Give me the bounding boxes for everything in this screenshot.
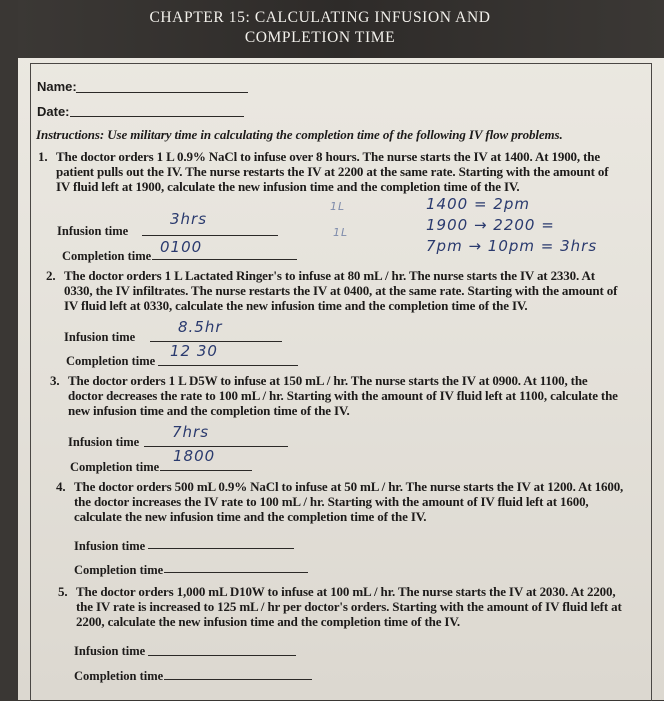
problem-1 (38, 149, 638, 195)
infusion-time-label: Infusion time (68, 435, 140, 449)
problem-text-line: the IV rate is increased to 125 mL / hr per doctor's orders. Starting with the amount of IV fluid left at (76, 599, 622, 614)
problem-text-line: The doctor orders 1 L D5W to infuse at 150 mL / hr. The nurse starts the IV at 0900. At 1100, the (68, 373, 588, 388)
problem-2 (46, 268, 642, 314)
problem-text-line: The doctor orders 1,000 mL D10W to infuse at 100 mL / hr. The nurse starts the IV at 2030. At 2200, (76, 584, 616, 599)
problem-text-line: The doctor orders 500 mL 0.9% NaCl to infuse at 50 mL / hr. The nurse starts the IV at 1200. At 1600, (74, 479, 624, 494)
infusion-time-answer: 7hrs (172, 423, 210, 441)
infusion-time-label: Infusion time (74, 539, 146, 553)
name-line[interactable] (76, 92, 248, 93)
instructions: Instructions: Use military time in calculating the completion time of the following IV flow problems. (36, 127, 563, 142)
completion-time-answer: 0100 (160, 238, 203, 256)
problem-text-line: 2200, calculate the new infusion time and the completion time of the IV. (76, 614, 460, 629)
completion-time-line[interactable] (164, 572, 308, 573)
handwritten-work: 1900 → 2200 = (426, 216, 555, 234)
infusion-time-line[interactable] (148, 548, 294, 549)
scratch-note: 1L (330, 200, 346, 213)
infusion-time-label: Infusion time (64, 330, 136, 344)
problem-3 (50, 373, 642, 419)
scratch-note: 1L (333, 226, 349, 239)
chapter-title-line2: COMPLETION TIME (244, 29, 396, 46)
completion-time-answer: 1800 (173, 447, 216, 465)
problem-text-line: The doctor orders 1 L Lactated Ringer's to infuse at 80 mL / hr. The nurse starts the IV at 2330. At (64, 268, 595, 283)
problem-text-line: IV fluid left at 1900, calculate the new infusion time and the completion time of the IV. (56, 179, 520, 194)
infusion-time-line[interactable] (148, 655, 296, 656)
completion-time-line[interactable] (152, 259, 297, 260)
completion-time-label: Completion time (66, 354, 156, 368)
problem-text-line: new infusion time and the completion time of the IV. (68, 403, 350, 418)
problem-5 (58, 584, 648, 630)
date-label: Date: (37, 104, 70, 119)
completion-time-line[interactable] (160, 470, 252, 471)
problem-text-line: calculate the new infusion time and the completion time of the IV. (74, 509, 427, 524)
infusion-time-label: Infusion time (74, 644, 146, 658)
handwritten-work: 7pm → 10pm = 3hrs (426, 237, 598, 255)
problem-text-line: The doctor orders 1 L 0.9% NaCl to infuse over 8 hours. The nurse starts the IV at 1400. At 1900, the (56, 149, 600, 164)
completion-time-label: Completion time (70, 460, 160, 474)
completion-time-line[interactable] (164, 679, 312, 680)
completion-time-label: Completion time (74, 669, 164, 683)
infusion-time-label: Infusion time (57, 224, 129, 238)
problem-text-line: the doctor increases the IV rate to 100 mL / hr. Starting with the amount of IV fluid left at 1600, (74, 494, 589, 509)
problem-number: 2. (46, 268, 56, 283)
problem-number: 5. (58, 584, 68, 599)
infusion-time-answer: 3hrs (170, 210, 208, 228)
problem-text-line: IV fluid left at 0330, calculate the new infusion time and the completion time of the IV. (64, 298, 528, 313)
infusion-time-answer: 8.5hr (178, 318, 223, 336)
problem-text-line: 0330, the IV infiltrates. The nurse restarts the IV at 0400, at the same rate. Starting with the amount of (64, 283, 618, 298)
infusion-time-line[interactable] (144, 446, 288, 447)
problem-number: 4. (56, 479, 66, 494)
infusion-time-line[interactable] (142, 235, 278, 236)
chapter-title (110, 8, 530, 48)
chapter-title-line1: CHAPTER 15: CALCULATING INFUSION AND (149, 9, 491, 26)
problem-text-line: doctor decreases the rate to 100 mL / hr. Starting with the amount of IV fluid left at 1100, calculate the (68, 388, 618, 403)
completion-time-answer: 12 30 (170, 342, 218, 360)
completion-time-label: Completion time (74, 563, 164, 577)
handwritten-work: 1400 = 2pm (426, 195, 530, 213)
problem-number: 3. (50, 373, 60, 388)
name-label: Name: (37, 79, 77, 94)
problem-number: 1. (38, 149, 48, 164)
date-line[interactable] (70, 116, 244, 117)
completion-time-label: Completion time (62, 249, 152, 263)
problem-4 (56, 479, 646, 525)
problem-text-line: patient pulls out the IV. The nurse restarts the IV at 2200 at the same rate. Starting with the amount of (56, 164, 609, 179)
completion-time-line[interactable] (158, 365, 298, 366)
